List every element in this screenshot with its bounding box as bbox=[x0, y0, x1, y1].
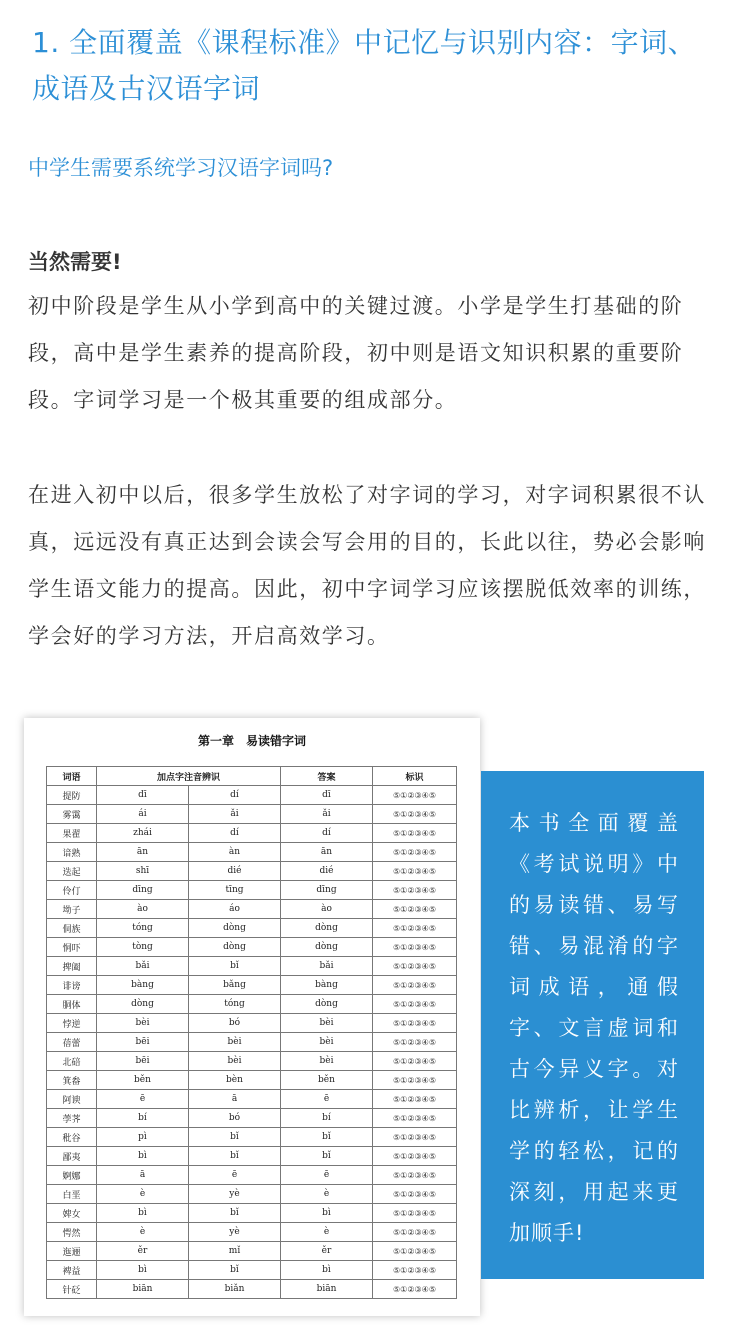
promo-text: 本书全面覆盖《考试说明》中的易读错、易写错、易混淆的字词成语，通假字、文言虚词和古今异义字。对比辨析，让学生学的轻松，记的深刻，用起来更加顺手! bbox=[509, 811, 679, 1245]
pinyin-option-a: bí bbox=[97, 1109, 189, 1128]
pinyin-option-b: tóng bbox=[189, 995, 281, 1014]
table-row bbox=[47, 1128, 457, 1147]
word-cell: 秕谷 bbox=[47, 1128, 97, 1147]
word-cell: 裨益 bbox=[47, 1261, 97, 1280]
mark-cell: ⑤①②③④⑤ bbox=[373, 1052, 457, 1071]
pinyin-option-a: dòng bbox=[97, 995, 189, 1014]
table-row bbox=[47, 1242, 457, 1261]
pinyin-option-b: ē bbox=[189, 1166, 281, 1185]
pinyin-option-a: bàng bbox=[97, 976, 189, 995]
word-cell: 侗族 bbox=[47, 919, 97, 938]
header-word: 词语 bbox=[47, 767, 97, 786]
pinyin-option-b: àn bbox=[189, 843, 281, 862]
mark-cell: ⑤①②③④⑤ bbox=[373, 976, 457, 995]
table-row bbox=[47, 1109, 457, 1128]
mark-cell: ⑤①②③④⑤ bbox=[373, 1185, 457, 1204]
header-mark: 标识 bbox=[373, 767, 457, 786]
word-cell: 针砭 bbox=[47, 1280, 97, 1299]
mark-cell: ⑤①②③④⑤ bbox=[373, 1147, 457, 1166]
pinyin-option-b: bǐ bbox=[189, 1204, 281, 1223]
answer-cell: dòng bbox=[281, 995, 373, 1014]
mark-cell: ⑤①②③④⑤ bbox=[373, 881, 457, 900]
mark-cell: ⑤①②③④⑤ bbox=[373, 1204, 457, 1223]
pinyin-option-b: dòng bbox=[189, 938, 281, 957]
word-cell: 诽谤 bbox=[47, 976, 97, 995]
answer-cell: ào bbox=[281, 900, 373, 919]
answer-cell: dí bbox=[281, 824, 373, 843]
table-row bbox=[47, 1185, 457, 1204]
pinyin-option-a: běn bbox=[97, 1071, 189, 1090]
pinyin-option-a: dīng bbox=[97, 881, 189, 900]
pinyin-option-a: bì bbox=[97, 1261, 189, 1280]
answer-cell: bèi bbox=[281, 1033, 373, 1052]
mark-cell: ⑤①②③④⑤ bbox=[373, 1128, 457, 1147]
word-cell: 胴体 bbox=[47, 995, 97, 1014]
pinyin-option-a: tóng bbox=[97, 919, 189, 938]
word-cell: 鄙夷 bbox=[47, 1147, 97, 1166]
word-cell: 白垩 bbox=[47, 1185, 97, 1204]
answer-cell: ān bbox=[281, 843, 373, 862]
pinyin-option-b: bǐ bbox=[189, 957, 281, 976]
answer-cell: bì bbox=[281, 1204, 373, 1223]
word-cell: 迤逦 bbox=[47, 1242, 97, 1261]
answer-cell: bì bbox=[281, 1261, 373, 1280]
pinyin-option-b: bǐ bbox=[189, 1128, 281, 1147]
mark-cell: ⑤①②③④⑤ bbox=[373, 1071, 457, 1090]
pinyin-option-a: biān bbox=[97, 1280, 189, 1299]
pinyin-option-b: bèi bbox=[189, 1033, 281, 1052]
word-cell: 雾霭 bbox=[47, 805, 97, 824]
answer-cell: dòng bbox=[281, 919, 373, 938]
pinyin-option-a: ěr bbox=[97, 1242, 189, 1261]
pinyin-option-a: bèi bbox=[97, 1014, 189, 1033]
mark-cell: ⑤①②③④⑤ bbox=[373, 1242, 457, 1261]
answer-cell: běn bbox=[281, 1071, 373, 1090]
mark-cell: ⑤①②③④⑤ bbox=[373, 1109, 457, 1128]
answer-cell: ěr bbox=[281, 1242, 373, 1261]
mark-cell: ⑤①②③④⑤ bbox=[373, 919, 457, 938]
word-cell: 提防 bbox=[47, 786, 97, 805]
table-row bbox=[47, 938, 457, 957]
pinyin-option-a: bì bbox=[97, 1147, 189, 1166]
mark-cell: ⑤①②③④⑤ bbox=[373, 1280, 457, 1299]
pinyin-option-a: ào bbox=[97, 900, 189, 919]
answer-title: 当然需要! bbox=[28, 250, 122, 274]
answer-cell: bèi bbox=[281, 1052, 373, 1071]
pinyin-option-b: dié bbox=[189, 862, 281, 881]
table-header-row bbox=[47, 767, 457, 786]
pinyin-option-a: bēi bbox=[97, 1052, 189, 1071]
word-cell: 伶仃 bbox=[47, 881, 97, 900]
pinyin-option-b: bó bbox=[189, 1014, 281, 1033]
word-cell: 恫吓 bbox=[47, 938, 97, 957]
table-row bbox=[47, 1147, 457, 1166]
paragraph-1: 初中阶段是学生从小学到高中的关键过渡。小学是学生打基础的阶段，高中是学生素养的提高阶段，初中则是语文知识积累的重要阶段。字词学习是一个极其重要的组成部分。 bbox=[28, 294, 684, 412]
pinyin-option-b: bǎng bbox=[189, 976, 281, 995]
word-cell: 箕畚 bbox=[47, 1071, 97, 1090]
mark-cell: ⑤①②③④⑤ bbox=[373, 1223, 457, 1242]
mark-cell: ⑤①②③④⑤ bbox=[373, 900, 457, 919]
pinyin-option-a: zhái bbox=[97, 824, 189, 843]
word-cell: 婀娜 bbox=[47, 1166, 97, 1185]
mark-cell: ⑤①②③④⑤ bbox=[373, 824, 457, 843]
pinyin-option-b: bǐ bbox=[189, 1261, 281, 1280]
mark-cell: ⑤①②③④⑤ bbox=[373, 1090, 457, 1109]
pinyin-option-a: shī bbox=[97, 862, 189, 881]
question-subheading: 中学生需要系统学习汉语字词吗? bbox=[28, 156, 334, 180]
answer-cell: bàng bbox=[281, 976, 373, 995]
answer-cell: ē bbox=[281, 1166, 373, 1185]
table-row bbox=[47, 1280, 457, 1299]
answer-cell: biān bbox=[281, 1280, 373, 1299]
word-cell: 捭阖 bbox=[47, 957, 97, 976]
answer-cell: ē bbox=[281, 1090, 373, 1109]
table-row bbox=[47, 843, 457, 862]
answer-cell: dié bbox=[281, 862, 373, 881]
mark-cell: ⑤①②③④⑤ bbox=[373, 1014, 457, 1033]
answer-cell: è bbox=[281, 1223, 373, 1242]
table-row bbox=[47, 786, 457, 805]
table-row bbox=[47, 1204, 457, 1223]
pinyin-option-a: è bbox=[97, 1223, 189, 1242]
pinyin-option-b: ā bbox=[189, 1090, 281, 1109]
pinyin-option-b: ǎi bbox=[189, 805, 281, 824]
pinyin-option-a: bì bbox=[97, 1204, 189, 1223]
table-row bbox=[47, 881, 457, 900]
pinyin-option-b: dí bbox=[189, 786, 281, 805]
pinyin-option-b: yè bbox=[189, 1185, 281, 1204]
pinyin-option-a: ān bbox=[97, 843, 189, 862]
answer-cell: bèi bbox=[281, 1014, 373, 1033]
paragraph-2: 在进入初中以后，很多学生放松了对字词的学习，对字词积累很不认真，远远没有真正达到会读会写会用的目的，长此以往，势必会影响学生语文能力的提高。因此，初中字词学习应该摆脱低效率的训练，学会好的学习方法，开启高效学习。 bbox=[28, 483, 706, 648]
word-cell: 悖逆 bbox=[47, 1014, 97, 1033]
mark-cell: ⑤①②③④⑤ bbox=[373, 995, 457, 1014]
pinyin-option-a: ái bbox=[97, 805, 189, 824]
mark-cell: ⑤①②③④⑤ bbox=[373, 805, 457, 824]
word-cell: 婢女 bbox=[47, 1204, 97, 1223]
pinyin-option-b: biǎn bbox=[189, 1280, 281, 1299]
pinyin-option-b: bó bbox=[189, 1109, 281, 1128]
section-heading: 1. 全面覆盖《课程标准》中记忆与识别内容：字词、成语及古汉语字词 bbox=[32, 26, 697, 105]
pinyin-option-b: mǐ bbox=[189, 1242, 281, 1261]
pinyin-option-b: bèn bbox=[189, 1071, 281, 1090]
answer-cell: ǎi bbox=[281, 805, 373, 824]
mark-cell: ⑤①②③④⑤ bbox=[373, 843, 457, 862]
table-row bbox=[47, 1223, 457, 1242]
table-row bbox=[47, 1071, 457, 1090]
header-pinyin: 加点字注音辨识 bbox=[97, 767, 281, 786]
table-row bbox=[47, 1166, 457, 1185]
mark-cell: ⑤①②③④⑤ bbox=[373, 862, 457, 881]
word-cell: 迭起 bbox=[47, 862, 97, 881]
table-row bbox=[47, 805, 457, 824]
table-row bbox=[47, 976, 457, 995]
word-cell: 荸荠 bbox=[47, 1109, 97, 1128]
answer-cell: bǐ bbox=[281, 1128, 373, 1147]
answer-cell: bǐ bbox=[281, 1147, 373, 1166]
pinyin-option-b: bǐ bbox=[189, 1147, 281, 1166]
word-cell: 谙熟 bbox=[47, 843, 97, 862]
mark-cell: ⑤①②③④⑤ bbox=[373, 957, 457, 976]
pinyin-option-b: bèi bbox=[189, 1052, 281, 1071]
header-answer: 答案 bbox=[281, 767, 373, 786]
table-row bbox=[47, 824, 457, 843]
pinyin-option-b: yè bbox=[189, 1223, 281, 1242]
mark-cell: ⑤①②③④⑤ bbox=[373, 1166, 457, 1185]
pinyin-option-a: bǎi bbox=[97, 957, 189, 976]
answer-cell: dòng bbox=[281, 938, 373, 957]
word-cell: 北碚 bbox=[47, 1052, 97, 1071]
table-row bbox=[47, 1052, 457, 1071]
pinyin-option-a: ē bbox=[97, 1090, 189, 1109]
table-row bbox=[47, 919, 457, 938]
pinyin-option-a: pì bbox=[97, 1128, 189, 1147]
book-page-image bbox=[24, 718, 480, 1316]
pinyin-option-b: áo bbox=[189, 900, 281, 919]
answer-cell: bí bbox=[281, 1109, 373, 1128]
mark-cell: ⑤①②③④⑤ bbox=[373, 938, 457, 957]
word-cell: 阿谀 bbox=[47, 1090, 97, 1109]
mark-cell: ⑤①②③④⑤ bbox=[373, 786, 457, 805]
vocab-table bbox=[46, 766, 457, 1299]
book-page-title: 第一章 易读错字词 bbox=[197, 734, 306, 748]
pinyin-option-a: ā bbox=[97, 1166, 189, 1185]
table-row bbox=[47, 995, 457, 1014]
word-cell: 坳子 bbox=[47, 900, 97, 919]
pinyin-option-b: dòng bbox=[189, 919, 281, 938]
table-row bbox=[47, 1261, 457, 1280]
promo-box bbox=[481, 771, 704, 1279]
answer-cell: è bbox=[281, 1185, 373, 1204]
mark-cell: ⑤①②③④⑤ bbox=[373, 1033, 457, 1052]
word-cell: 果翟 bbox=[47, 824, 97, 843]
answer-cell: dīng bbox=[281, 881, 373, 900]
pinyin-option-b: dí bbox=[189, 824, 281, 843]
table-row bbox=[47, 1033, 457, 1052]
pinyin-option-a: tòng bbox=[97, 938, 189, 957]
pinyin-option-a: bēi bbox=[97, 1033, 189, 1052]
answer-cell: dī bbox=[281, 786, 373, 805]
table-row bbox=[47, 957, 457, 976]
pinyin-option-b: tīng bbox=[189, 881, 281, 900]
table-row bbox=[47, 1014, 457, 1033]
table-row bbox=[47, 862, 457, 881]
word-cell: 愕然 bbox=[47, 1223, 97, 1242]
mark-cell: ⑤①②③④⑤ bbox=[373, 1261, 457, 1280]
pinyin-option-a: dī bbox=[97, 786, 189, 805]
table-row bbox=[47, 1090, 457, 1109]
word-cell: 蓓蕾 bbox=[47, 1033, 97, 1052]
table-row bbox=[47, 900, 457, 919]
answer-cell: bǎi bbox=[281, 957, 373, 976]
pinyin-option-a: è bbox=[97, 1185, 189, 1204]
vocab-table-body bbox=[47, 786, 457, 1299]
